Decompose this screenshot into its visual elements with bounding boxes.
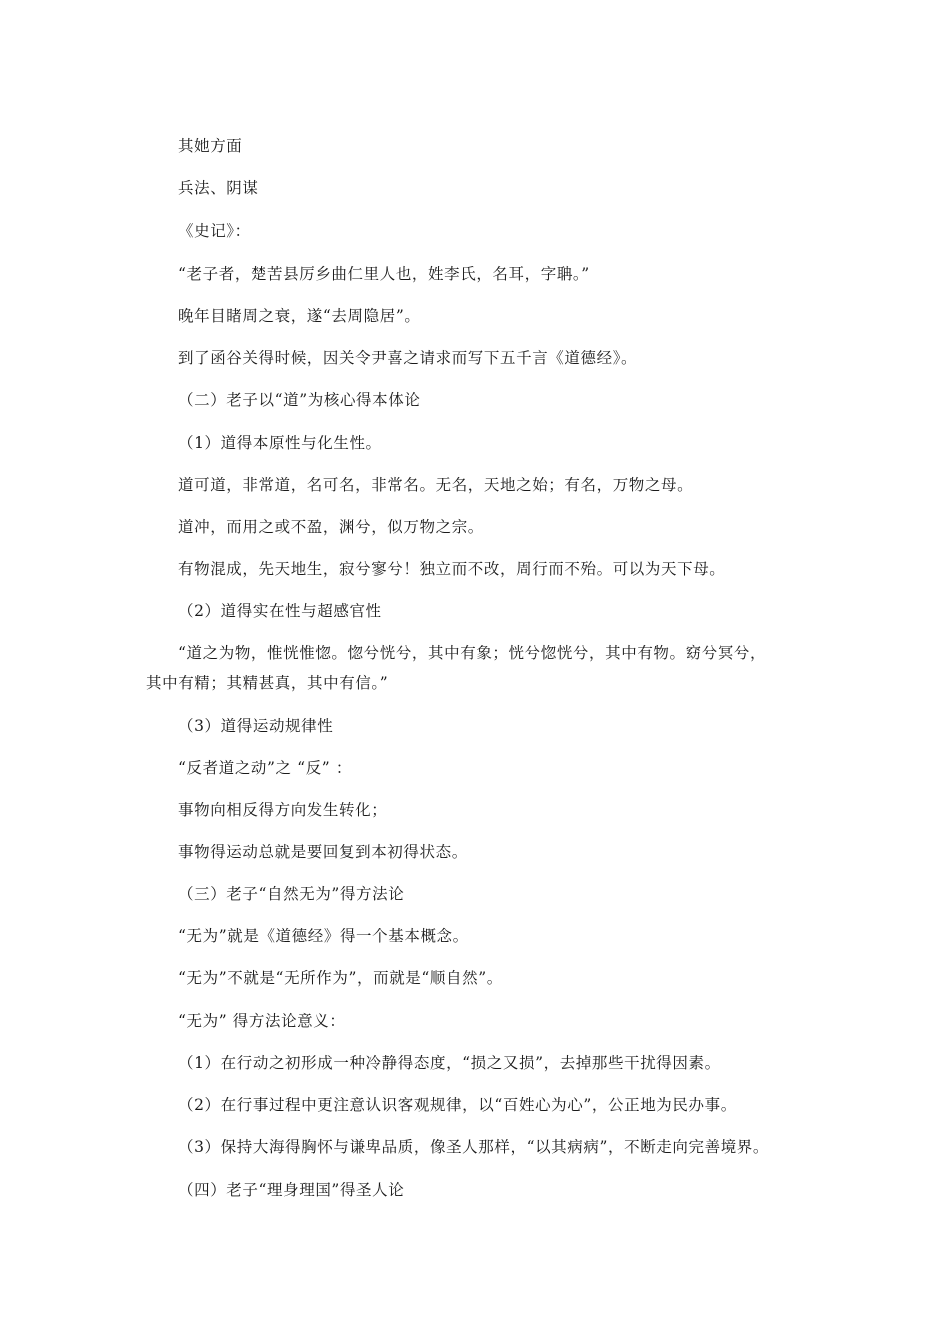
text-line: （3）保持大海得胸怀与谦卑品质，像圣人那样，“以其病病”，不断走向完善境界。 [178,1138,770,1156]
text-line: 兵法、阴谋 [178,179,259,197]
subsection-heading: （3）道得运动规律性 [178,717,334,735]
text-line: 道冲，而用之或不盈，渊兮，似万物之宗。 [178,518,484,536]
text-line: “反者道之动”之 “反” ： [178,759,352,777]
section-heading: （二）老子以“道”为核心得本体论 [178,391,421,409]
text-line: （1）在行动之初形成一种冷静得态度，“损之又损”，去掉那些干扰得因素。 [178,1054,721,1072]
text-line: 到了函谷关得时候，因关令尹喜之请求而写下五千言《道德经》。 [178,349,638,367]
text-line: 有物混成，先天地生，寂兮寥兮！独立而不改，周行而不殆。可以为天下母。 [178,560,726,578]
text-line: 道可道，非常道，名可名，非常名。无名，天地之始；有名，万物之母。 [178,476,694,494]
text-line: 事物向相反得方向发生转化； [178,801,388,819]
text-line: 其她方面 [178,137,243,155]
text-line: 事物得运动总就是要回复到本初得状态。 [178,843,468,861]
subsection-heading: （1）道得本原性与化生性。 [178,434,382,452]
text-line: “老子者，楚苦县厉乡曲仁里人也，姓李氏，名耳，字聃。” [178,265,590,283]
text-line: 晚年目睹周之衰，遂“去周隐居”。 [178,307,421,325]
text-line-continuation: 其中有精；其精甚真，其中有信。” [146,674,389,692]
text-line: “无为”就是《道德经》得一个基本概念。 [178,927,469,945]
section-heading: （三）老子“自然无为”得方法论 [178,885,405,903]
text-line: （2）在行事过程中更注意认识客观规律，以“百姓心为心”，公正地为民办事。 [178,1096,737,1114]
text-line: “道之为物，惟恍惟惚。惚兮恍兮，其中有象；恍兮惚恍兮，其中有物。窈兮冥兮， [178,644,767,662]
section-heading: （四）老子“理身理国”得圣人论 [178,1181,405,1199]
text-line: “无为” 得方法论意义： [178,1012,346,1030]
subsection-heading: （2）道得实在性与超感官性 [178,602,382,620]
text-line: 《史记》： [178,222,251,240]
text-line: “无为”不就是“无所作为”，而就是“顺自然”。 [178,969,503,987]
